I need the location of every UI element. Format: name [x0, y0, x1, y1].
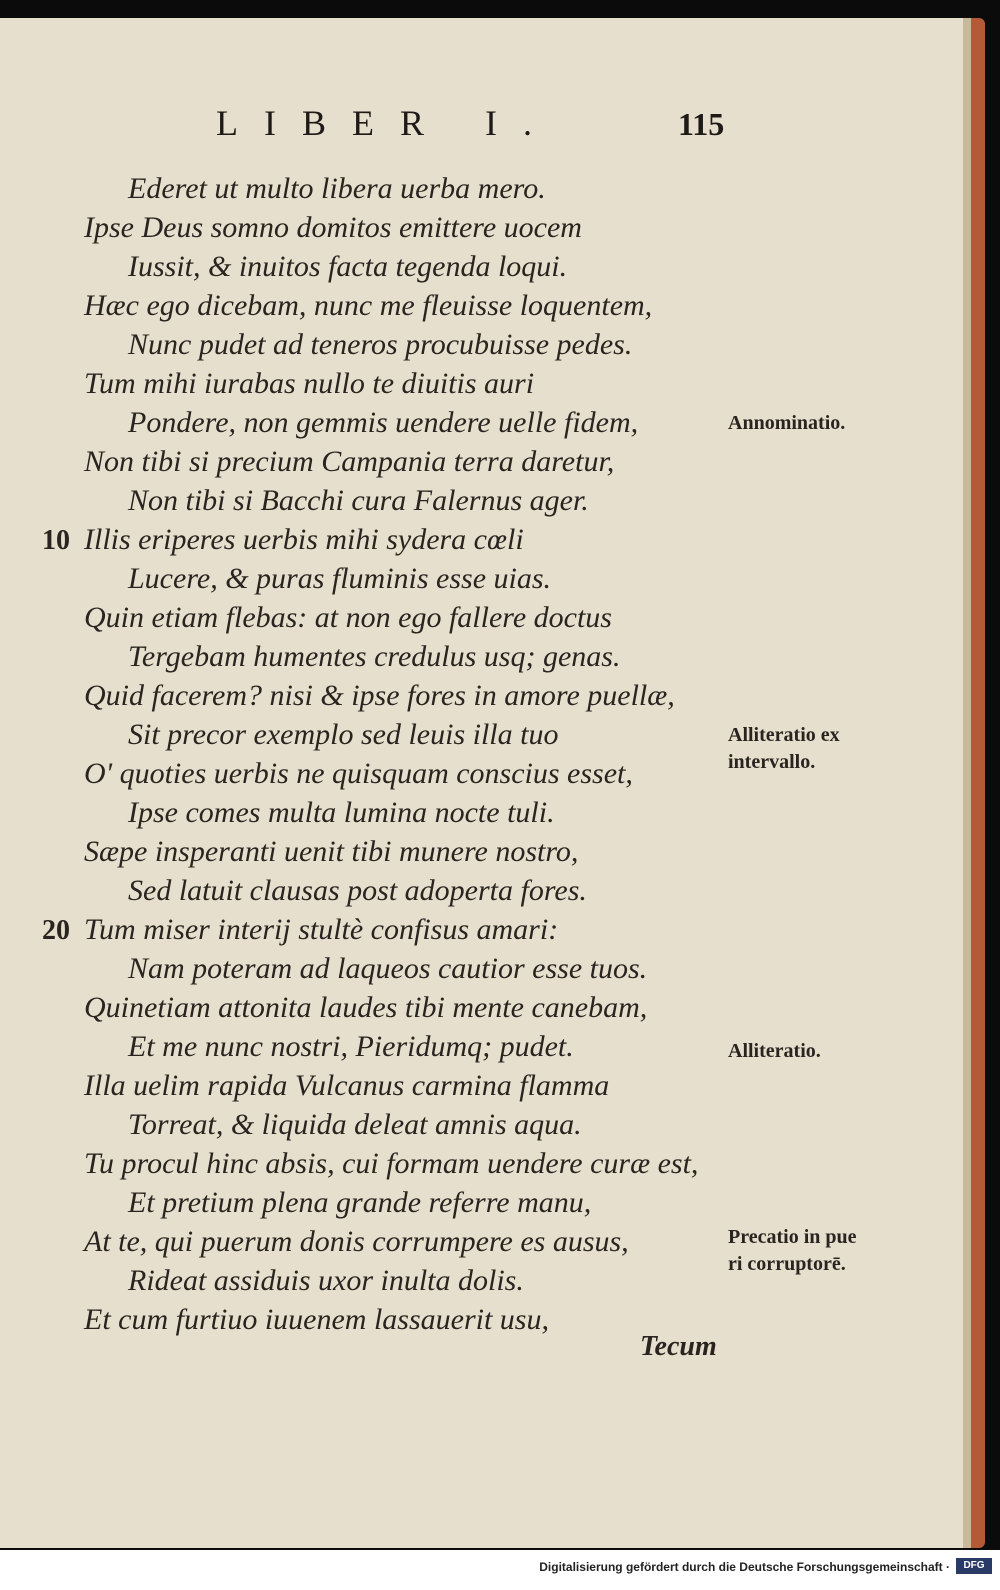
verse-line: Hæc ego dicebam, nunc me fleuisse loquentem,: [84, 289, 653, 322]
verse-line: Illa uelim rapida Vulcanus carmina flamma: [84, 1069, 610, 1102]
margin-note: Alliteratio ex intervallo.: [728, 724, 840, 773]
verse-line: At te, qui puerum donis corrumpere es ausus,: [84, 1225, 629, 1258]
verse-line: Sæpe insperanti uenit tibi munere nostro,: [84, 835, 579, 868]
verse-line: Torreat, & liquida deleat amnis aqua.: [128, 1108, 582, 1141]
line-number: 10: [42, 525, 70, 556]
verse-line: Quin etiam flebas: at non ego fallere doctus: [84, 601, 612, 634]
verse-line: Illis eriperes uerbis mihi sydera cœli: [84, 523, 524, 556]
line-number: 20: [42, 915, 70, 946]
digitization-footer: [0, 1550, 1000, 1590]
verse-line: Sed latuit clausas post adoperta fores.: [128, 874, 587, 907]
verse-line: Ipse Deus somno domitos emittere uocem: [84, 211, 582, 244]
verse-line: O' quoties uerbis ne quisquam conscius esset,: [84, 757, 633, 790]
verse-line: Nunc pudet ad teneros procubuisse pedes.: [128, 328, 633, 361]
margin-note: Alliteratio.: [728, 1040, 821, 1062]
verse-line: Et me nunc nostri, Pieridumq; pudet.: [128, 1030, 574, 1063]
book-page: [0, 18, 985, 1548]
verse-line: Et cum furtiuo iuuenem lassauerit usu,: [84, 1303, 549, 1336]
footer-credit: Digitalisierung gefördert durch die Deutsche Forschungsgemeinschaft ·: [539, 1560, 950, 1574]
verse-line: Tergebam humentes credulus usq; genas.: [128, 640, 621, 673]
margin-note: Annominatio.: [728, 412, 846, 434]
verse-line: Rideat assiduis uxor inulta dolis.: [128, 1264, 524, 1297]
verse-line: Lucere, & puras fluminis esse uias.: [128, 562, 552, 595]
verse-line: Pondere, non gemmis uendere uelle fidem,: [128, 406, 639, 439]
page-number: 115: [678, 106, 725, 142]
running-header: LIBER I.: [216, 103, 558, 143]
verse-line: Et pretium plena grande referre manu,: [128, 1186, 592, 1219]
catchword: Tecum: [640, 1331, 717, 1362]
verse-line: Tu procul hinc absis, cui formam uendere curæ est,: [84, 1147, 699, 1180]
verse-line: Quinetiam attonita laudes tibi mente canebam,: [84, 991, 648, 1024]
verse-line: Non tibi si precium Campania terra daretur,: [84, 445, 615, 478]
verse-line: Iussit, & inuitos facta tegenda loqui.: [128, 250, 568, 283]
verse-line: Quid facerem? nisi & ipse fores in amore puellæ,: [84, 679, 675, 712]
dfg-logo-icon: DFG: [956, 1558, 992, 1574]
verse-line: Non tibi si Bacchi cura Falernus ager.: [128, 484, 589, 517]
verse-line: Sit precor exemplo sed leuis illa tuo: [128, 718, 559, 751]
verse-line: Tum miser interij stultè confisus amari:: [84, 913, 559, 946]
verse-line: Ipse comes multa lumina nocte tuli.: [128, 796, 555, 829]
verse-line: Nam poteram ad laqueos cautior esse tuos.: [128, 952, 648, 985]
margin-note: Precatio in pue ri corruptorē.: [728, 1226, 857, 1275]
verse-line: Tum mihi iurabas nullo te diuitis auri: [84, 367, 535, 400]
verse-line: Ederet ut multo libera uerba mero.: [128, 172, 546, 205]
